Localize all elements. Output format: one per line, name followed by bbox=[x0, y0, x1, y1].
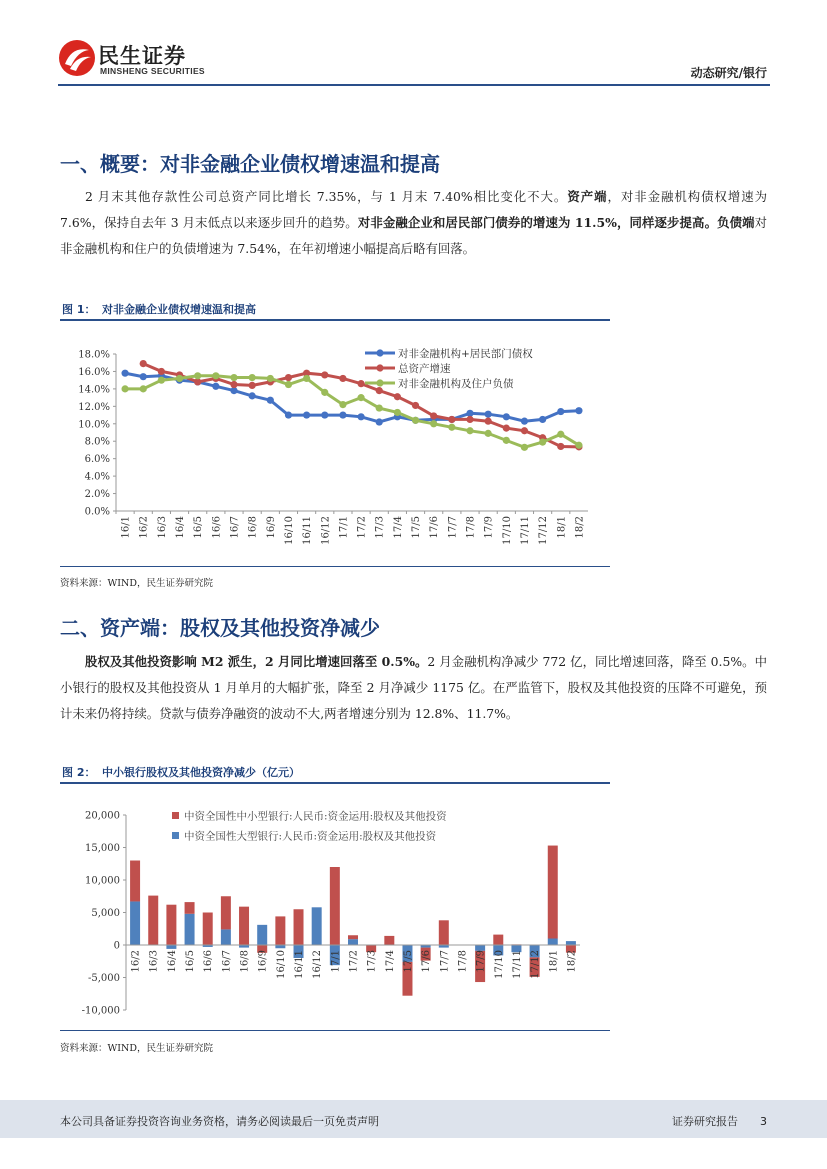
y-tick-label: 15,000 bbox=[85, 843, 120, 854]
bar bbox=[348, 935, 358, 939]
bar bbox=[348, 939, 358, 945]
data-point bbox=[158, 377, 165, 384]
figure1-label: 图 1： bbox=[62, 303, 96, 316]
footer-right bbox=[672, 1113, 767, 1129]
data-point bbox=[448, 424, 455, 431]
figure2-title: 中小银行股权及其他投资净减少（亿元） bbox=[102, 766, 300, 779]
data-point bbox=[285, 381, 292, 388]
report-section: 动态研究/银行 bbox=[690, 66, 767, 80]
x-tick-label: 18/1 bbox=[548, 950, 560, 973]
y-tick-label: 2.0% bbox=[84, 489, 110, 501]
bar bbox=[257, 925, 267, 945]
minsheng-logo-icon bbox=[58, 38, 96, 78]
data-point bbox=[158, 368, 165, 375]
figure1-line-chart bbox=[60, 330, 610, 570]
data-point bbox=[140, 360, 147, 367]
data-point bbox=[521, 418, 528, 425]
x-tick-label: 17/6 bbox=[429, 516, 441, 539]
data-point bbox=[394, 409, 401, 416]
data-point bbox=[230, 381, 237, 388]
x-tick-label: 16/3 bbox=[148, 950, 160, 973]
data-point bbox=[121, 370, 128, 377]
x-tick-label: 17/10 bbox=[493, 950, 505, 979]
figure2-bottom-rule bbox=[60, 1030, 610, 1031]
x-tick-label: 16/2 bbox=[138, 516, 150, 539]
y-tick-label: 6.0% bbox=[84, 454, 110, 466]
x-tick-label: 18/1 bbox=[556, 516, 568, 539]
data-point bbox=[466, 427, 473, 434]
data-point bbox=[448, 416, 455, 423]
legend-swatch bbox=[172, 812, 179, 819]
data-point bbox=[357, 413, 364, 420]
data-point bbox=[212, 383, 219, 390]
bar bbox=[294, 909, 304, 945]
x-tick-label: 16/9 bbox=[257, 950, 269, 973]
y-tick-label: 4.0% bbox=[84, 471, 110, 483]
bar bbox=[166, 905, 176, 945]
data-point bbox=[557, 443, 564, 450]
bar bbox=[185, 914, 195, 945]
x-tick-label: 16/6 bbox=[211, 516, 223, 539]
y-tick-label: 14.0% bbox=[78, 384, 110, 396]
section2-paragraph: 股权及其他投资影响 M2 派生，2 月同比增速回落至 0.5%。2 月金融机构净减少 772 亿，同比增速回落，降至 0.5%。中小银行的股权及其他投资从 1 月单月的大幅扩张，降至 2 月净减少 1175 亿。在严监管下，股权及其他投资的压降不可避免，预计未来仍将持续。贷款与债券净融资的波动不大,两者增速分别为 12.8%、11.7%。 bbox=[60, 654, 767, 721]
x-tick-label: 17/12 bbox=[538, 516, 550, 545]
data-point bbox=[321, 411, 328, 418]
data-point bbox=[339, 375, 346, 382]
data-point bbox=[121, 385, 128, 392]
x-tick-label: 17/6 bbox=[421, 950, 433, 973]
x-tick-label: 17/9 bbox=[475, 950, 487, 973]
logo-english: MINSHENG SECURITIES bbox=[100, 66, 205, 76]
data-point bbox=[267, 397, 274, 404]
y-tick-label: 20,000 bbox=[85, 810, 120, 822]
legend-marker bbox=[376, 379, 383, 386]
y-tick-label: 16.0% bbox=[78, 366, 110, 378]
data-point bbox=[485, 418, 492, 425]
x-tick-label: 16/5 bbox=[193, 516, 205, 539]
x-tick-label: 17/12 bbox=[530, 950, 542, 979]
bar bbox=[185, 902, 195, 914]
x-tick-label: 16/5 bbox=[185, 950, 197, 973]
legend-label: 总资产增速 bbox=[398, 363, 451, 375]
data-point bbox=[339, 401, 346, 408]
data-point bbox=[539, 438, 546, 445]
x-tick-label: 16/7 bbox=[221, 950, 233, 973]
data-point bbox=[394, 393, 401, 400]
data-point bbox=[176, 375, 183, 382]
x-tick-label: 17/1 bbox=[338, 516, 350, 539]
data-point bbox=[376, 404, 383, 411]
bar bbox=[475, 945, 485, 951]
data-point bbox=[357, 380, 364, 387]
x-tick-label: 17/11 bbox=[519, 516, 531, 545]
x-tick-label: 16/4 bbox=[175, 516, 187, 539]
figure1-source: 资料来源：WIND，民生证券研究院 bbox=[60, 578, 213, 589]
data-point bbox=[412, 402, 419, 409]
data-point bbox=[521, 444, 528, 451]
data-point bbox=[230, 374, 237, 381]
bar bbox=[148, 896, 158, 945]
data-point bbox=[212, 372, 219, 379]
x-tick-label: 18/2 bbox=[574, 516, 586, 539]
x-tick-label: 17/7 bbox=[439, 950, 451, 973]
x-tick-label: 17/11 bbox=[511, 950, 523, 979]
figure1-caption bbox=[60, 297, 610, 321]
y-tick-label: 0.0% bbox=[84, 506, 110, 518]
x-tick-label: 17/5 bbox=[411, 516, 423, 539]
footer-report-type: 证券研究报告 bbox=[672, 1115, 738, 1128]
x-tick-label: 16/10 bbox=[283, 516, 295, 545]
y-tick-label: 5,000 bbox=[91, 908, 120, 919]
data-point bbox=[249, 392, 256, 399]
y-tick-label: -10,000 bbox=[81, 1005, 120, 1017]
bar bbox=[221, 929, 231, 945]
figure1-bottom-rule bbox=[60, 566, 610, 567]
data-point bbox=[339, 411, 346, 418]
data-point bbox=[321, 371, 328, 378]
bar bbox=[548, 846, 558, 939]
data-point bbox=[267, 375, 274, 382]
bar bbox=[384, 936, 394, 945]
data-point bbox=[303, 375, 310, 382]
x-tick-label: 16/11 bbox=[294, 950, 306, 979]
legend-marker bbox=[376, 349, 383, 356]
x-tick-label: 17/1 bbox=[330, 950, 342, 973]
x-tick-label: 16/1 bbox=[120, 516, 132, 539]
data-point bbox=[575, 442, 582, 449]
legend-label: 中资全国性大型银行:人民币:资金运用:股权及其他投资 bbox=[184, 830, 437, 843]
data-point bbox=[503, 437, 510, 444]
x-tick-label: 17/4 bbox=[384, 950, 396, 973]
x-tick-label: 16/12 bbox=[312, 950, 324, 979]
x-tick-label: 17/4 bbox=[392, 516, 404, 539]
x-tick-label: 16/7 bbox=[229, 516, 241, 539]
data-point bbox=[557, 408, 564, 415]
data-point bbox=[357, 394, 364, 401]
bar bbox=[275, 916, 285, 945]
data-point bbox=[503, 413, 510, 420]
bar bbox=[566, 941, 576, 945]
legend-swatch bbox=[172, 832, 179, 839]
y-tick-label: 10,000 bbox=[85, 875, 120, 887]
bar bbox=[439, 920, 449, 945]
data-point bbox=[321, 389, 328, 396]
y-tick-label: 12.0% bbox=[78, 401, 110, 413]
data-point bbox=[140, 385, 147, 392]
data-point bbox=[303, 411, 310, 418]
y-tick-label: 18.0% bbox=[78, 349, 110, 361]
bar bbox=[239, 907, 249, 945]
data-point bbox=[539, 416, 546, 423]
logo-name: 民生证券 bbox=[98, 44, 186, 68]
legend-marker bbox=[376, 364, 383, 371]
bar bbox=[166, 945, 176, 949]
x-tick-label: 16/4 bbox=[166, 950, 178, 973]
legend-label: 中资全国性中小型银行:人民币:资金运用:股权及其他投资 bbox=[184, 810, 447, 823]
data-point bbox=[285, 411, 292, 418]
data-point bbox=[430, 412, 437, 419]
legend-label: 对非金融机构及住户负债 bbox=[398, 378, 514, 390]
data-point bbox=[376, 387, 383, 394]
data-point bbox=[575, 407, 582, 414]
data-point bbox=[140, 373, 147, 380]
x-tick-label: 17/2 bbox=[348, 950, 360, 973]
data-point bbox=[485, 430, 492, 437]
section1-paragraph: 2 月末其他存款性公司总资产同比增长 7.35%，与 1 月末 7.40%相比变化不大。资产端，对非金融机构债权增速为 7.6%，保持自去年 3 月末低点以来逐步回升的趋势。对非金融企业和居民部门债券的增速为 11.5%，同样逐步提高。负债端对非金融机构和住户的负债增速为 7.54%，在年初增速小幅提高后略有回落。 bbox=[60, 189, 768, 256]
bar bbox=[330, 867, 340, 945]
y-tick-label: 10.0% bbox=[78, 419, 110, 431]
x-tick-label: 16/10 bbox=[275, 950, 287, 979]
figure2-caption bbox=[60, 760, 610, 784]
bar bbox=[493, 935, 503, 945]
x-tick-label: 17/3 bbox=[374, 516, 386, 539]
x-tick-label: 18/2 bbox=[566, 950, 578, 973]
data-point bbox=[249, 382, 256, 389]
bar bbox=[312, 907, 322, 945]
figure1-title: 对非金融企业债权增速温和提高 bbox=[102, 303, 256, 316]
bar bbox=[221, 896, 231, 929]
figure2-bar-chart bbox=[60, 795, 610, 1035]
page-number: 3 bbox=[760, 1115, 767, 1128]
figure2-source: 资料来源：WIND，民生证券研究院 bbox=[60, 1043, 213, 1054]
section2-title: 二、资产端：股权及其他投资净减少 bbox=[60, 616, 380, 640]
x-tick-label: 17/8 bbox=[465, 516, 477, 539]
data-point bbox=[503, 425, 510, 432]
data-point bbox=[412, 417, 419, 424]
x-tick-label: 17/10 bbox=[501, 516, 513, 545]
bar bbox=[548, 939, 558, 946]
data-point bbox=[285, 374, 292, 381]
y-tick-label: 0 bbox=[113, 940, 120, 952]
x-tick-label: 16/8 bbox=[239, 950, 251, 973]
x-tick-label: 17/7 bbox=[447, 516, 459, 539]
x-tick-label: 16/8 bbox=[247, 516, 259, 539]
x-tick-label: 16/12 bbox=[320, 516, 332, 545]
data-point bbox=[466, 416, 473, 423]
data-point bbox=[430, 420, 437, 427]
data-point bbox=[521, 427, 528, 434]
x-tick-label: 16/9 bbox=[265, 516, 277, 539]
x-tick-label: 17/8 bbox=[457, 950, 469, 973]
section1-title: 一、概要：对非金融企业债权增速温和提高 bbox=[60, 152, 440, 176]
data-point bbox=[485, 411, 492, 418]
data-point bbox=[194, 372, 201, 379]
data-point bbox=[376, 418, 383, 425]
header-divider bbox=[58, 84, 770, 86]
data-point bbox=[557, 431, 564, 438]
figure2-label: 图 2： bbox=[62, 766, 96, 779]
x-tick-label: 17/2 bbox=[356, 516, 368, 539]
x-tick-label: 16/6 bbox=[203, 950, 215, 973]
x-tick-label: 16/11 bbox=[302, 516, 314, 545]
y-tick-label: -5,000 bbox=[87, 973, 120, 984]
x-tick-label: 17/5 bbox=[402, 950, 414, 973]
x-tick-label: 17/9 bbox=[483, 516, 495, 539]
bar bbox=[130, 861, 140, 902]
x-tick-label: 17/3 bbox=[366, 950, 378, 973]
x-tick-label: 16/2 bbox=[130, 950, 142, 973]
legend-label: 对非金融机构+居民部门债权 bbox=[398, 348, 533, 360]
bar bbox=[130, 901, 140, 945]
footer-disclaimer: 本公司具备证券投资咨询业务资格，请务必阅读最后一页免责声明 bbox=[60, 1115, 379, 1128]
x-tick-label: 16/3 bbox=[156, 516, 168, 539]
data-point bbox=[249, 374, 256, 381]
y-tick-label: 8.0% bbox=[84, 436, 110, 448]
bar bbox=[203, 913, 213, 946]
